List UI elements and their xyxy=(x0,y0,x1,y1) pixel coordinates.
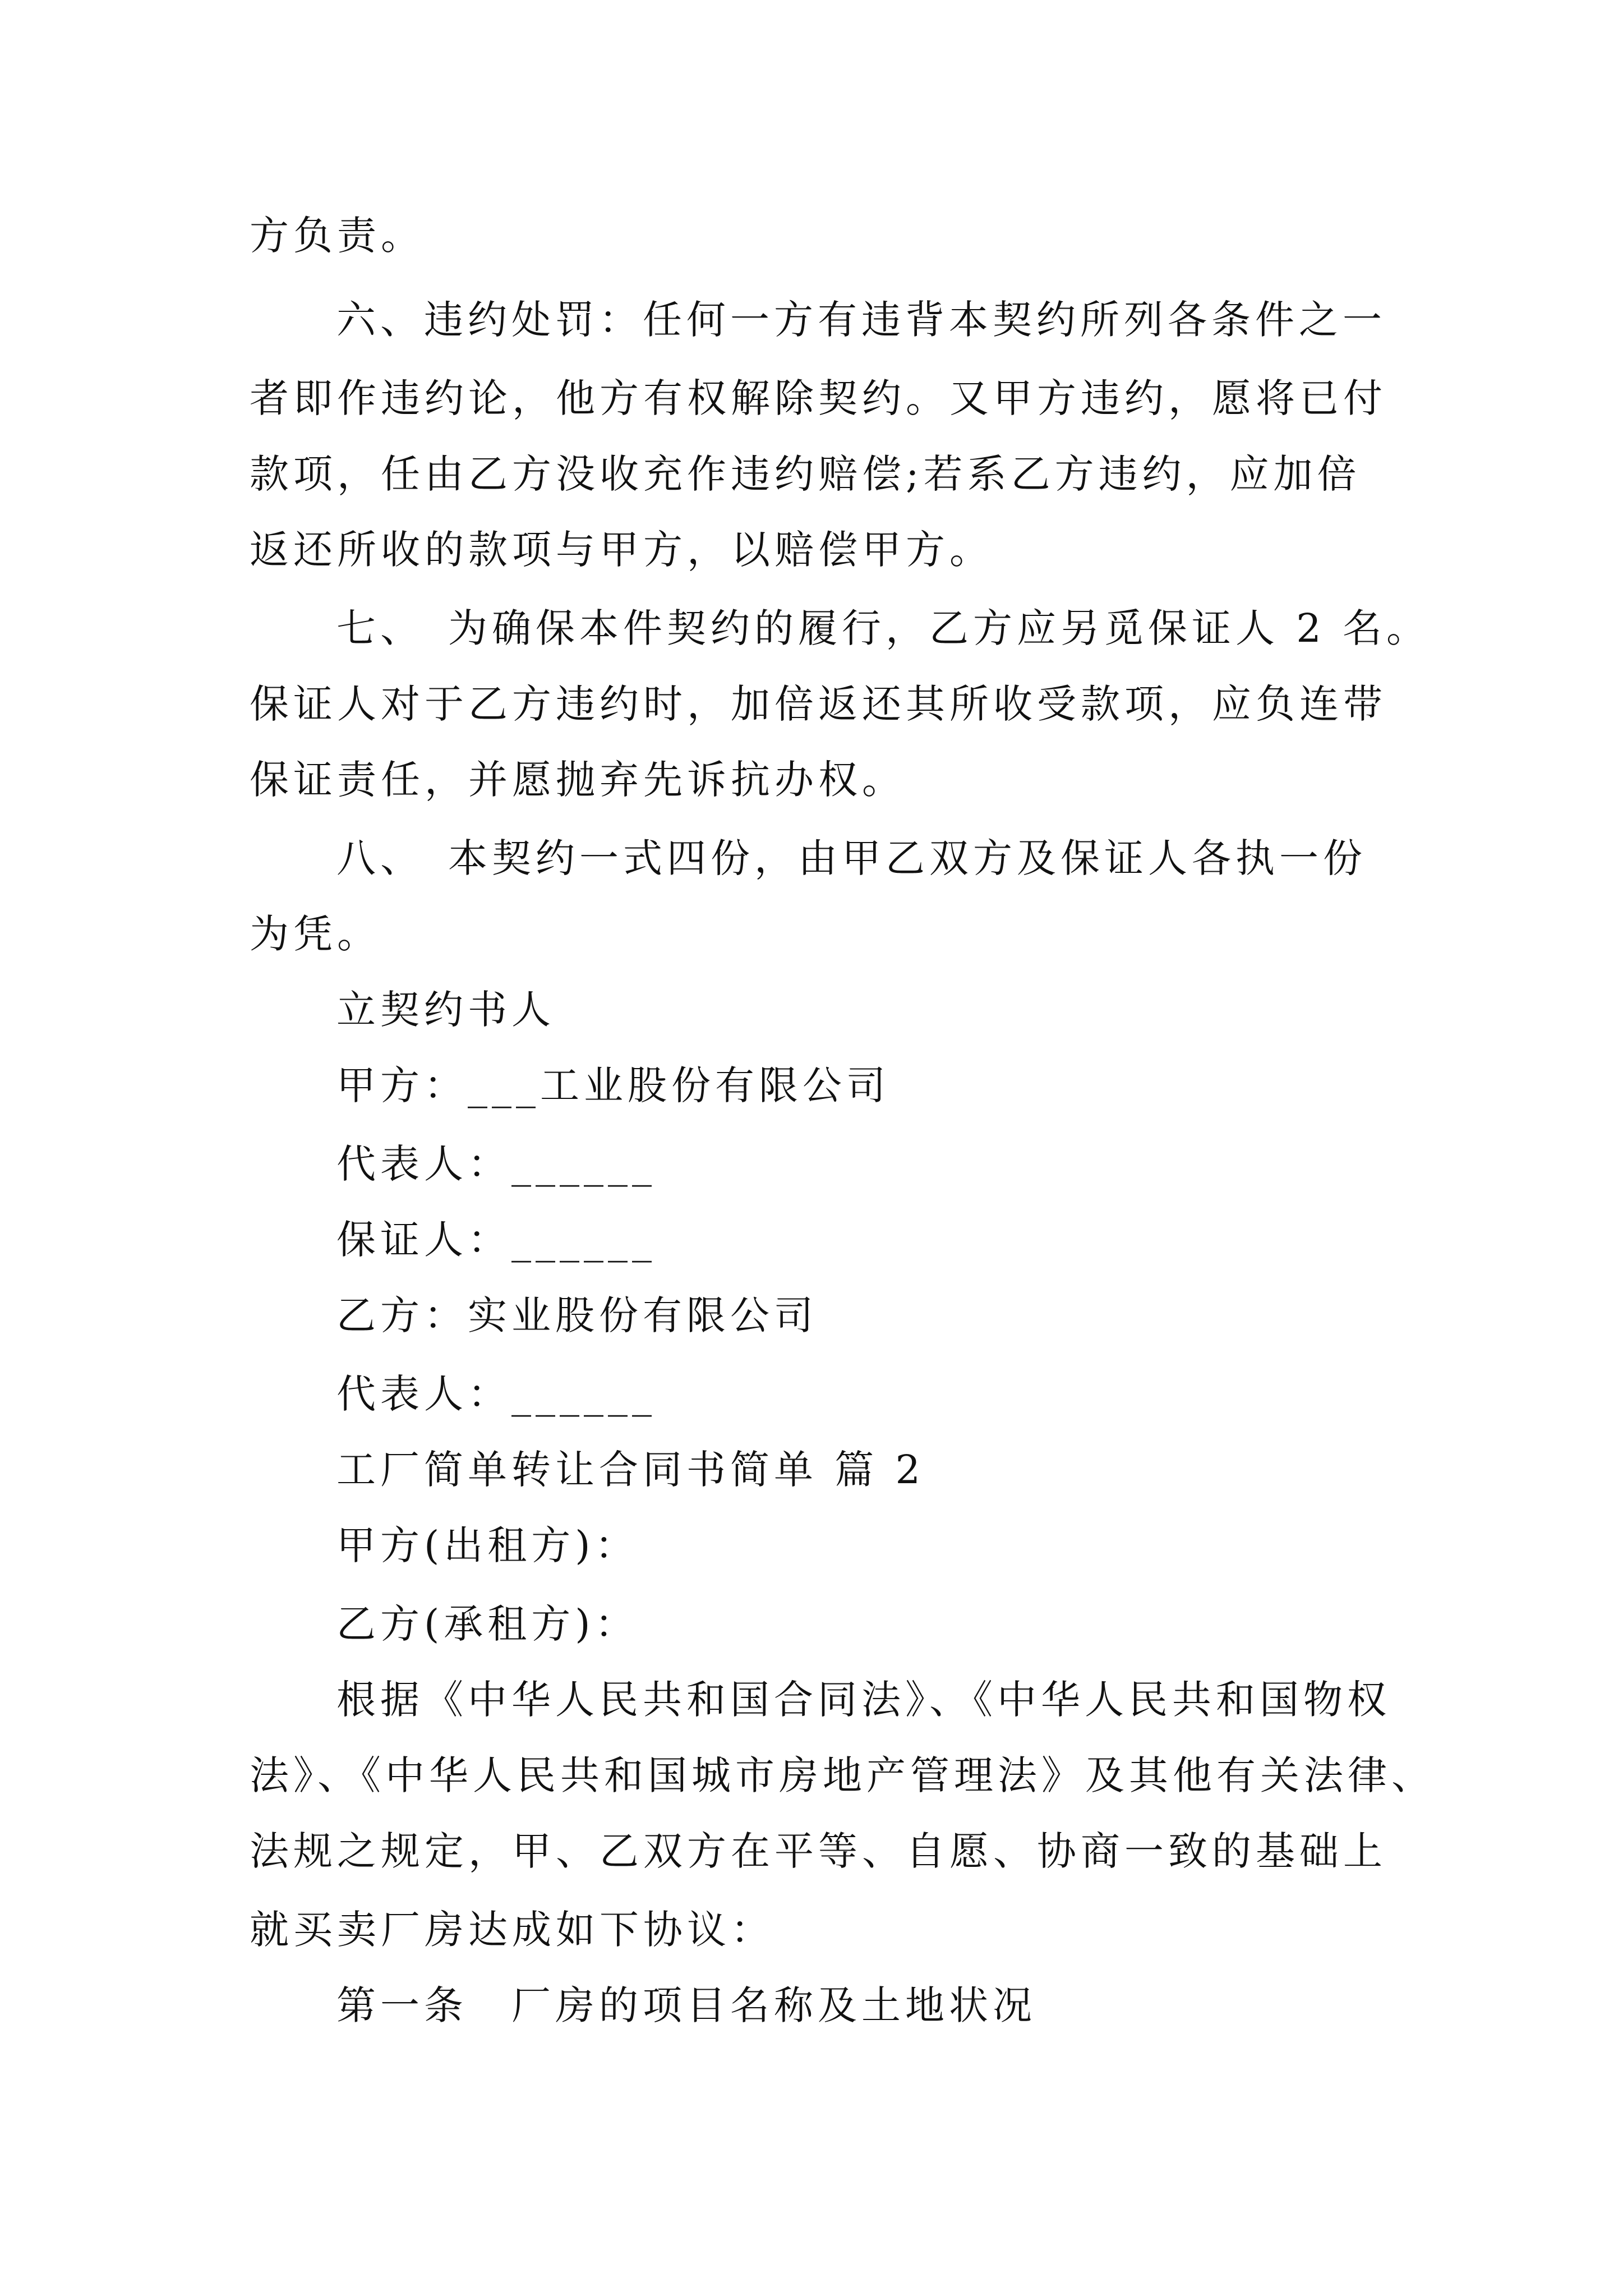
text-line: 法》、《中华人民共和国城市房地产管理法》及其他有关法律、 xyxy=(250,1752,1435,1798)
text-line: 保证人对于乙方违约时，加倍返还其所收受款项，应负连带 xyxy=(250,681,1387,727)
text-line: 乙方：实业股份有限公司 xyxy=(336,1292,818,1338)
text-line: 保证人：______ xyxy=(336,1217,656,1263)
text-line: 立契约书人 xyxy=(336,987,555,1033)
text-line: 者即作违约论，他方有权解除契约。又甲方违约，愿将已付 xyxy=(250,375,1387,421)
section-heading: 工厂简单转让合同书简单 篇 2 xyxy=(336,1447,925,1493)
text-line: 代表人：______ xyxy=(336,1371,656,1417)
text-line: 返还所收的款项与甲方，以赔偿甲方。 xyxy=(250,527,993,573)
text-line: 甲方(出租方)： xyxy=(336,1522,639,1568)
text-line: 七、 为确保本件契约的履行，乙方应另觅保证人 2 名。 xyxy=(336,605,1431,651)
text-line: 款项，任由乙方没收充作违约赔偿;若系乙方违约，应加倍 xyxy=(250,451,1361,497)
text-line: 八、 本契约一式四份，由甲乙双方及保证人各执一份 xyxy=(336,835,1367,881)
text-line: 代表人：______ xyxy=(336,1141,656,1187)
text-line: 乙方(承租方)： xyxy=(336,1601,639,1647)
text-line: 为凭。 xyxy=(250,911,381,957)
text-line: 六、违约处罚：任何一方有违背本契约所列各条件之一 xyxy=(336,297,1386,343)
text-line: 法规之规定，甲、乙双方在平等、自愿、协商一致的基础上 xyxy=(250,1828,1387,1874)
text-line: 根据《中华人民共和国合同法》、《中华人民共和国物权 xyxy=(336,1677,1391,1723)
text-line: 甲方：___工业股份有限公司 xyxy=(336,1062,890,1108)
text-line: 第一条 厂房的项目名称及土地状况 xyxy=(336,1982,1036,2028)
text-line: 就买卖厂房达成如下协议： xyxy=(250,1907,774,1953)
text-line: 方负责。 xyxy=(250,213,425,259)
text-line: 保证责任，并愿抛弃先诉抗办权。 xyxy=(250,757,906,803)
